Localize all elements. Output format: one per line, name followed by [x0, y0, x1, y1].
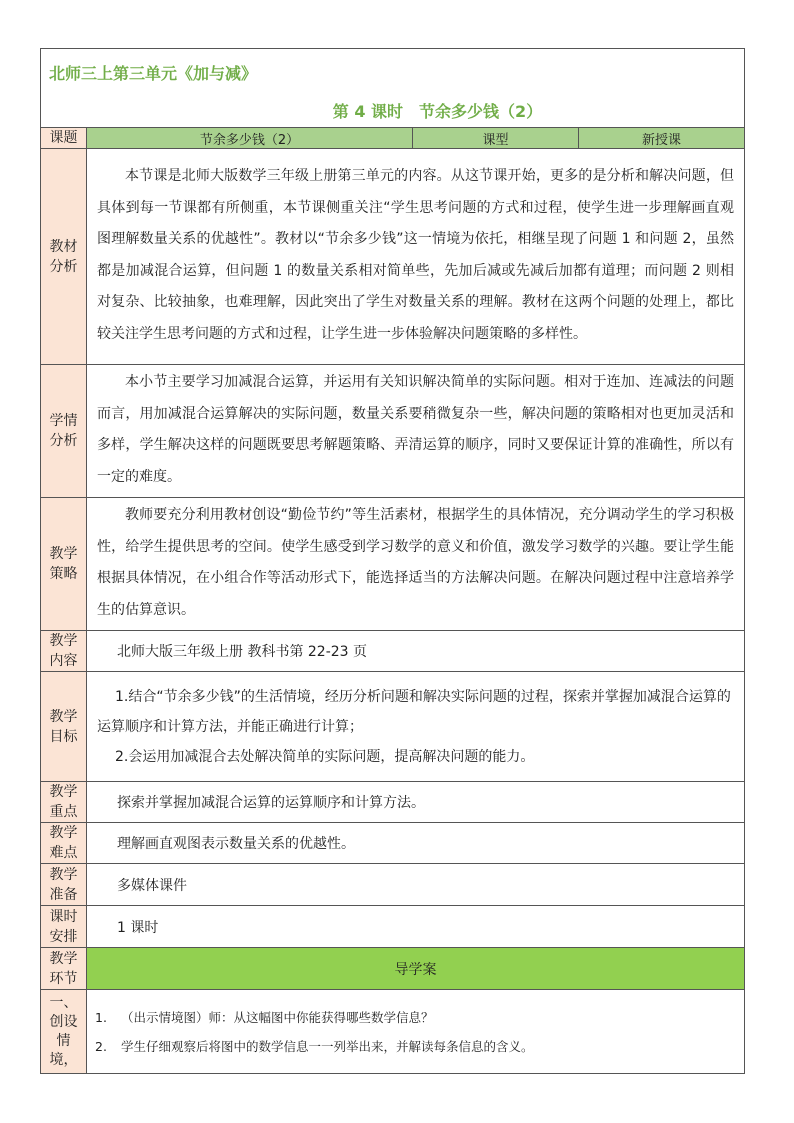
- teaching-goals-row: [41, 672, 745, 782]
- stage-one-row: [41, 990, 745, 1074]
- unit-title: 北师三上第三单元《加与减》: [49, 64, 258, 83]
- header-cell: [41, 49, 745, 128]
- schedule-label: 课时 安排: [41, 906, 87, 948]
- student-analysis-text: 本小节主要学习加减混合运算，并运用有关知识解决简单的实际问题。相对于连加、连减法的问题而言，用加减混合运算解决的实际问题，数量关系要稍微复杂一些，解决问题的策略相对也更加灵活和多样，学生解决这样的问题既要思考解题策略、弄清运算的顺序，同时又要保证计算的准确性，所以有一定的难度。: [87, 365, 745, 498]
- student-analysis-label: 学情 分析: [41, 365, 87, 498]
- teaching-strategy-label: 教学 策略: [41, 498, 87, 631]
- type-value: 新授课: [579, 128, 745, 149]
- header-row: [41, 49, 745, 128]
- key-points-text: 探索并掌握加减混合运算的运算顺序和计算方法。: [87, 782, 745, 823]
- preparation-row: [41, 864, 745, 906]
- key-points-row: [41, 782, 745, 823]
- topic-value: 节余多少钱（2）: [87, 128, 413, 149]
- teaching-strategy-text: 教师要充分利用教材创设“勤俭节约”等生活素材，根据学生的具体情况，充分调动学生的学习积极性，给学生提供思考的空间。使学生感受到学习数学的意义和价值，激发学习数学的兴趣。要让学生能根据具体情况，在小组合作等活动形式下，能选择适当的方法解决问题。在解决问题过程中注意培养学生的估算意识。: [87, 498, 745, 631]
- lesson-plan-table: [40, 48, 745, 1074]
- stage-one-label: 一、 创设 情 境，: [41, 990, 87, 1074]
- teaching-content-row: [41, 631, 745, 672]
- topic-label: 课题: [41, 128, 87, 149]
- process-heading: 导学案: [87, 948, 745, 990]
- key-points-label: 教学 重点: [41, 782, 87, 823]
- goal-item: 1.结合“节余多少钱”的生活情境，经历分析问题和解决实际问题的过程，探索并掌握加减混合运算的运算顺序和计算方法，并能正确进行计算；: [97, 688, 731, 735]
- lesson-plan-page: [40, 48, 744, 1074]
- list-item: 2. 学生仔细观察后将图中的数学信息一一列举出来，并解读每条信息的含义。: [95, 1038, 534, 1054]
- preparation-label: 教学 准备: [41, 864, 87, 906]
- stage-one-steps: [87, 990, 745, 1074]
- difficulties-text: 理解画直观图表示数量关系的优越性。: [87, 823, 745, 864]
- type-label: 课型: [413, 128, 579, 149]
- schedule-row: [41, 906, 745, 948]
- textbook-analysis-row: [41, 149, 745, 365]
- list-item: 1. （出示情境图）师：从这幅图中你能获得哪些数学信息？: [95, 1009, 434, 1025]
- process-label: 教学 环节: [41, 948, 87, 990]
- textbook-analysis-text: 本节课是北师大版数学三年级上册第三单元的内容。从这节课开始，更多的是分析和解决问题，但具体到每一节课都有所侧重，本节课侧重关注“学生思考问题的方式和过程，使学生进一步理解画直观图理解数量关系的优越性”。教材以“节余多少钱”这一情境为依托，相继呈现了问题 1 和问题 2，虽然都是加减混合运算，但问题 1 的数量关系相对简单些，先加后减或先减后加都有道理；而问题 2 则相对复杂、比较抽象，也难理解，因此突出了学生对数量关系的理解。教材在这两个问题的处理上，都比较关注学生思考问题的方式和过程，让学生进一步体验解决问题策略的多样性。: [87, 149, 745, 365]
- preparation-text: 多媒体课件: [87, 864, 745, 906]
- difficulties-row: [41, 823, 745, 864]
- schedule-text: 1 课时: [87, 906, 745, 948]
- textbook-analysis-label: 教材 分析: [41, 149, 87, 365]
- teaching-strategy-row: [41, 498, 745, 631]
- teaching-content-label: 教学 内容: [41, 631, 87, 672]
- goal-item: 2.会运用加减混合去处解决简单的实际问题，提高解决问题的能力。: [115, 748, 535, 765]
- teaching-goals-list: [87, 672, 745, 782]
- student-analysis-row: [41, 365, 745, 498]
- teaching-goals-label: 教学 目标: [41, 672, 87, 782]
- topic-row: [41, 128, 745, 149]
- lesson-subtitle: 第 4 课时 节余多少钱（2）: [332, 102, 543, 121]
- teaching-content-text: 北师大版三年级上册 教科书第 22-23 页: [87, 631, 745, 672]
- process-row: [41, 948, 745, 990]
- difficulties-label: 教学 难点: [41, 823, 87, 864]
